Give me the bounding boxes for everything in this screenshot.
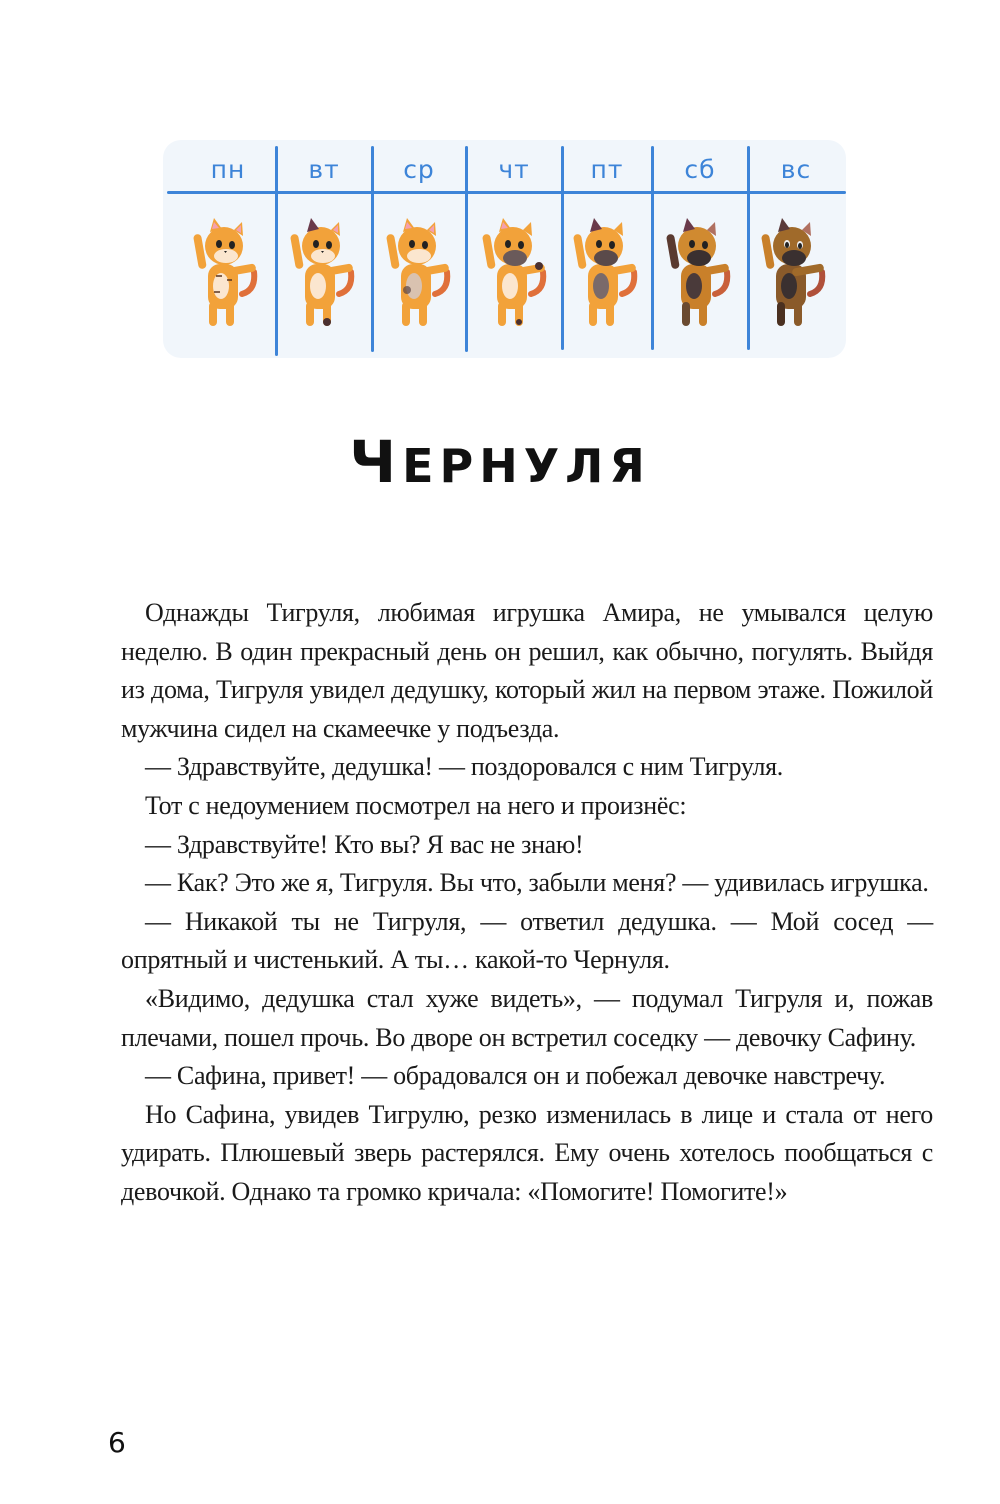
paragraph: — Как? Это же я, Тигруля. Вы что, забыли меня? — удивилась игрушка. (145, 868, 929, 898)
tiger-cat-icon (570, 214, 640, 334)
tiger-cat-icon (758, 214, 828, 334)
day-label-tue: вт (308, 155, 340, 184)
tiger-cat-icon (383, 214, 453, 334)
calendar-header-divider (167, 191, 846, 194)
chapter-title-rest: ЕРНУЛЯ (402, 439, 651, 493)
day-label-thu: чт (498, 155, 530, 184)
page-number: 6 (108, 1426, 126, 1459)
paragraph: Но Сафина, увидев Тигрулю, резко изменилась в лице и стала от него удирать. Плюшевый зверь растерялся. Ему очень хотелось пообщаться с девочкой. Однако та громко кричала: «Помогите! Помогите!» (121, 1099, 933, 1206)
day-label-mon: пн (210, 155, 246, 184)
paragraph: — Здравствуйте, дедушка! — поздоровался с ним Тигруля. (145, 752, 783, 782)
tiger-cat-icon (663, 214, 733, 334)
paragraph: Тот с недоумением посмотрел на него и произнёс: (145, 790, 687, 820)
paragraph: — Здравствуйте! Кто вы? Я вас не знаю! (145, 829, 584, 859)
chapter-title (0, 428, 1000, 496)
day-label-fri: пт (590, 155, 624, 184)
weekly-calendar-illustration (163, 140, 846, 358)
story-body (121, 594, 933, 1212)
tiger-cat-icon (190, 214, 260, 334)
paragraph: «Видимо, дедушка стал хуже видеть», — подумал Тигруля и, пожав плечами, пошел прочь. Во дворе он встретил соседку — девочку Сафину. (121, 983, 933, 1052)
day-label-sat: сб (684, 155, 716, 184)
tiger-cat-icon (479, 214, 549, 334)
paragraph: — Никакой ты не Тигруля, — ответил дедушка. — Мой сосед — опрятный и чистенький. А ты… какой-то Чернуля. (121, 906, 933, 975)
day-label-wed: ср (403, 155, 435, 184)
tiger-cat-icon (287, 214, 357, 334)
paragraph: Однажды Тигруля, любимая игрушка Амира, не умывался целую неделю. В один прекрасный день он решил, как обычно, погулять. Выйдя из дома, Тигруля увидел дедушку, который жил на первом этаже. Пожилой мужчина сидел на скамеечке у подъезда. (121, 598, 933, 743)
day-label-sun: вс (780, 155, 812, 184)
paragraph: — Сафина, привет! — обрадовался он и побежал девочке навстречу. (145, 1061, 886, 1091)
chapter-title-initial: Ч (349, 428, 403, 496)
